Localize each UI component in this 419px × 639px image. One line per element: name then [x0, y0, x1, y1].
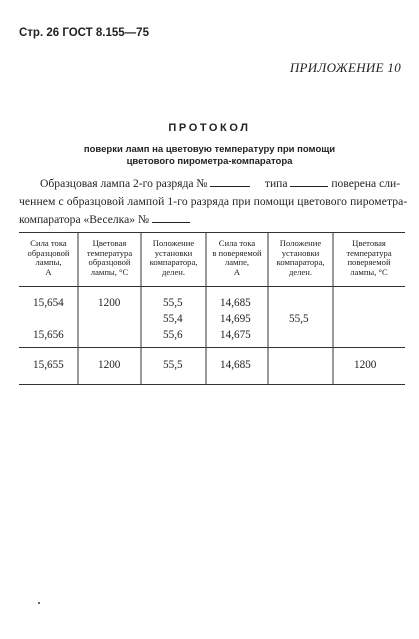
table-cell-test-current: 14,695	[220, 313, 251, 325]
table-cell-reference-temperature: 1200	[98, 297, 121, 309]
table-cell-test-position: 55,5	[289, 313, 309, 325]
paragraph-line-2: ченнем с образцовой лампой 1-го разряда при помощи цветового пирометра-	[19, 195, 408, 208]
summary-cell-test-current: 14,685	[220, 359, 251, 371]
table-cell-reference-position: 55,5	[163, 297, 183, 309]
table-cell-reference-current: 15,654	[33, 297, 64, 309]
table-cell-test-current: 14,675	[220, 329, 251, 341]
paragraph-text: типа	[264, 177, 288, 190]
column-header-test-temperature: Цветовая температура поверяемой лампы, °С	[346, 238, 392, 278]
column-header-test-current: Сила тока в поверяемой лампе, А	[212, 238, 262, 278]
summary-cell-reference-current: 15,655	[33, 359, 64, 371]
appendix-label: ПРИЛОЖЕНИЕ 10	[289, 60, 401, 75]
column-header-reference-position: Положение установки компаратора, делен.	[149, 238, 198, 278]
column-header-reference-current: Сила тока образцовой лампы, А	[27, 238, 70, 278]
page-header: Стр. 26 ГОСТ 8.155—75	[19, 27, 149, 39]
subtitle-line-2: цветового пирометра-компаратора	[126, 156, 293, 167]
summary-cell-test-temperature: 1200	[354, 359, 377, 371]
table-cell-test-current: 14,685	[220, 297, 251, 309]
column-header-reference-temperature: Цветовая температура образцовой лампы, °С	[86, 238, 133, 278]
table-cell-reference-position: 55,6	[163, 329, 183, 341]
column-header-test-position: Положение установки компаратора, делен.	[276, 238, 325, 278]
table-cell-reference-current: 15,656	[33, 329, 64, 341]
paragraph-text: Образцовая лампа 2-го разряда №	[40, 177, 208, 190]
table-cell-reference-position: 55,4	[163, 313, 183, 325]
paragraph-text: компаратора «Веселка» №	[19, 213, 150, 226]
summary-cell-reference-position: 55,5	[163, 359, 183, 371]
paragraph-text: поверена сли-	[331, 177, 401, 190]
document-title: ПРОТОКОЛ	[168, 122, 251, 134]
subtitle-line-1: поверки ламп на цветовую температуру при помощи	[83, 144, 336, 155]
summary-cell-reference-temperature: 1200	[98, 359, 121, 371]
scan-speck	[38, 602, 40, 604]
